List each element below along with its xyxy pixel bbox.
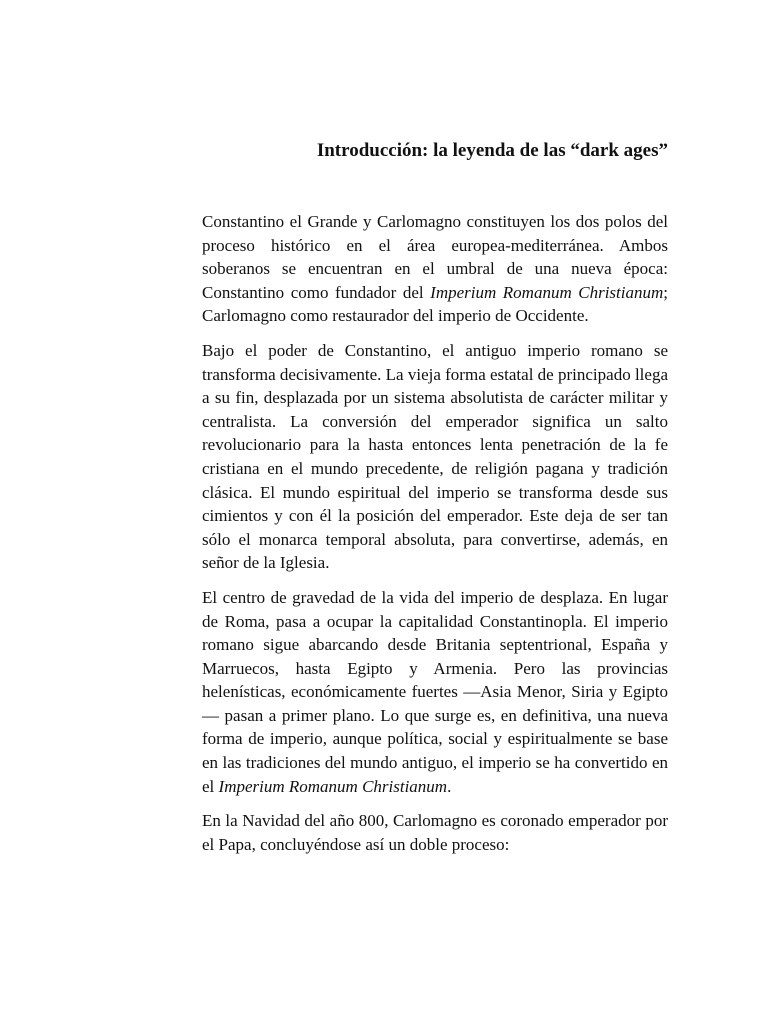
paragraph-1-italic-term: Imperium Romanum Christianum [430, 282, 664, 302]
paragraph-1-text-b: ; Carlomagno como restaurador del imperio de Occidente. [202, 282, 669, 326]
body-text [202, 210, 668, 867]
paragraph-3 [202, 586, 668, 798]
paragraph-1 [202, 210, 668, 328]
paragraph-4: En la Navidad del año 800, Carlomagno es coronado emperador por el Papa, concluyéndose así un doble proceso: [202, 811, 668, 854]
paragraph-3-italic-term: Imperium Romanum Christianum [218, 776, 448, 796]
page-title: Introducción: la leyenda de las “dark ages” [316, 140, 668, 161]
paragraph-2: Bajo el poder de Constantino, el antiguo imperio romano se transforma decisivamente. La vieja forma estatal de principado llega a su fin, desplazada por un sistema absolutista de carácter militar y centralista. La conversión del emperador significa un salto revolucionario para la hasta entonces lenta penetración de la fe cristiana en el mundo precedente, de religión pagana y tradición clásica. El mundo espiritual del imperio se transforma desde sus cimientos y con él la posición del emperador. Este deja de ser tan sólo el monarca temporal absoluta, para convertirse, además, en señor de la Iglesia. [202, 340, 668, 573]
paragraph-1-text-a: Constantino el Grande y Carlomagno constituyen los dos polos del proceso histórico en el área europea-mediterránea. Ambos soberanos se encuentran en el umbral de una nueva época: Constantino como fundador del [202, 212, 668, 302]
paragraph-3-text-a: El centro de gravedad de la vida del imperio de desplaza. En lugar de Roma, pasa a ocupar la capitalidad Constantinopla. El imperio romano sigue abarcando desde Britania septentrional, España y Marruecos, hasta Egipto y Armenia. Pero las provincias helenísticas, económicamente fuertes —Asia Menor, Siria y Egipto— pasan a primer plano. Lo que surge es, en definitiva, una nueva forma de imperio, aunque política, social y espiritualmente se base en las tradiciones del mundo antiguo, el imperio se ha convertido en el [202, 587, 668, 796]
paragraph-3-text-b: . [447, 776, 452, 796]
